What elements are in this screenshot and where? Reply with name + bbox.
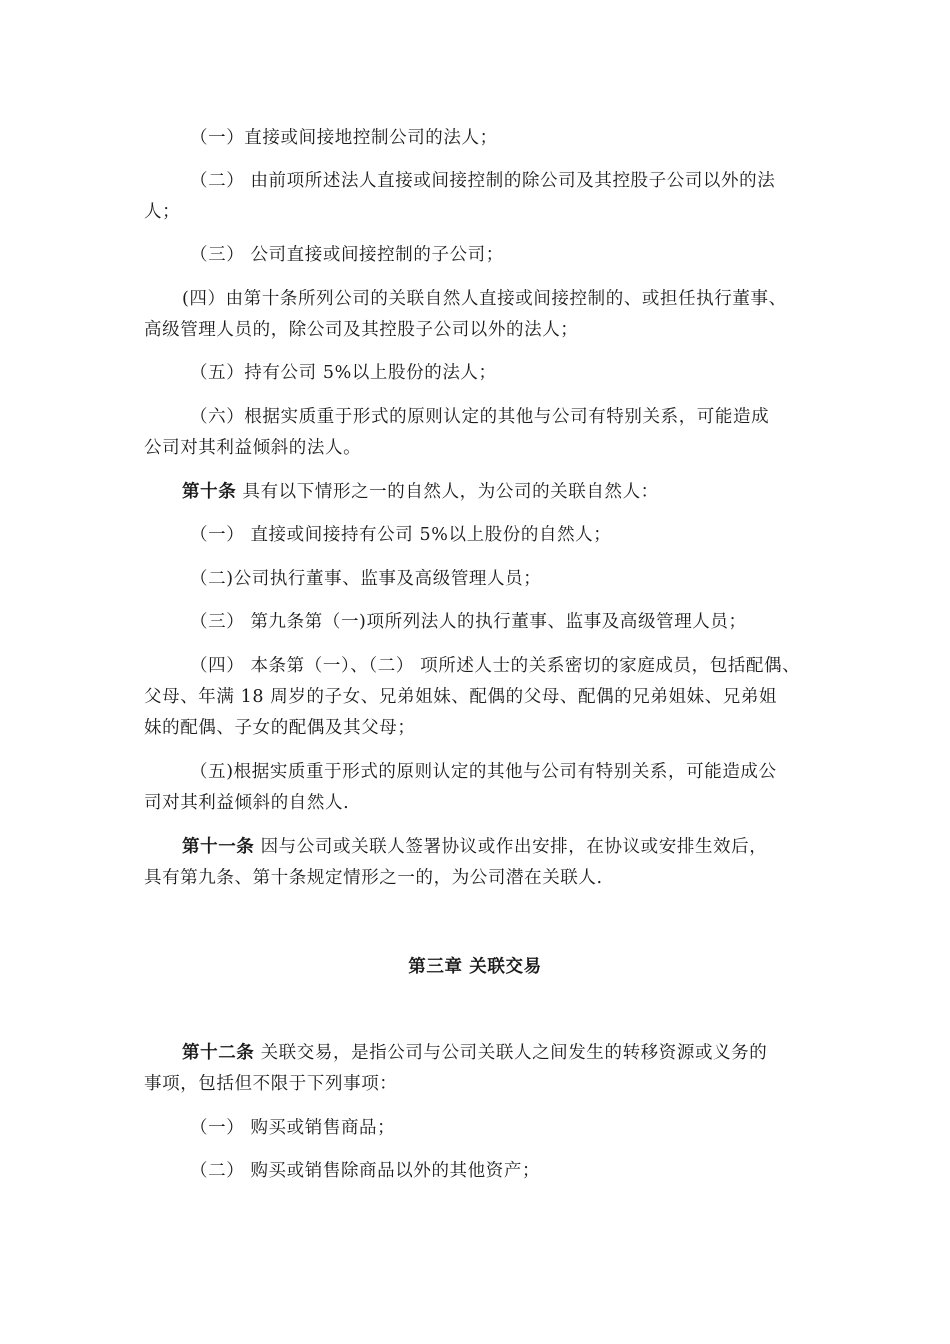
article-11-line-1 — [182, 836, 767, 858]
clause-9-item-6-line-1: （六）根据实质重于形式的原则认定的其他与公司有特别关系，可能造成 — [190, 407, 770, 427]
article-12-text: 关联交易，是指公司与公司关联人之间发生的转移资源或义务的 — [254, 1043, 768, 1063]
clause-9-item-1: （一）直接或间接地控制公司的法人； — [190, 128, 498, 148]
clause-10-item-4-line-2: 父母、年满 18 周岁的子女、兄弟姐妹、配偶的父母、配偶的兄弟姐妹、兄弟姐 — [144, 687, 778, 707]
clause-10-item-5-line-1: （五)根据实质重于形式的原则认定的其他与公司有特别关系，可能造成公 — [190, 762, 777, 782]
article-10-text: 具有以下情形之一的自然人，为公司的关联自然人： — [236, 482, 659, 502]
clause-10-item-4-line-3: 妹的配偶、子女的配偶及其父母； — [144, 718, 416, 738]
clause-9-item-5: （五）持有公司 5%以上股份的法人； — [190, 363, 497, 383]
clause-9-item-3: （三） 公司直接或间接控制的子公司； — [190, 245, 504, 265]
clause-9-item-2-line-2: 人； — [144, 202, 181, 222]
clause-10-item-4-line-1: （四） 本条第（一）、（二） 项所述人士的关系密切的家庭成员，包括配偶、 — [190, 656, 801, 676]
clause-9-item-4-line-1: (四）由第十条所列公司的关联自然人直接或间接控制的、或担任执行董事、 — [182, 289, 787, 309]
chapter-3-heading: 第三章 关联交易 — [408, 957, 542, 977]
article-12-line-2: 事项，包括但不限于下列事项： — [144, 1074, 398, 1094]
article-11-label: 第十一条 — [182, 837, 255, 857]
clause-10-item-1: （一） 直接或间接持有公司 5%以上股份的自然人； — [190, 525, 612, 545]
clause-9-item-6-line-2: 公司对其利益倾斜的法人。 — [144, 438, 362, 458]
clause-12-item-2: （二） 购买或销售除商品以外的其他资产； — [190, 1161, 541, 1181]
clause-10-item-5-line-2: 司对其利益倾斜的自然人. — [144, 793, 350, 813]
article-10-label: 第十条 — [182, 482, 237, 502]
article-11-line-2: 具有第九条、第十条规定情形之一的，为公司潜在关联人. — [144, 868, 603, 888]
article-12-label: 第十二条 — [182, 1043, 255, 1063]
clause-12-item-1: （一） 购买或销售商品； — [190, 1118, 396, 1138]
clause-10-item-3: （三） 第九条第（一)项所列法人的执行董事、监事及高级管理人员； — [190, 612, 747, 632]
article-12-line-1 — [182, 1042, 767, 1064]
clause-9-item-2-line-1: （二） 由前项所述法人直接或间接控制的除公司及其控股子公司以外的法 — [190, 171, 776, 191]
clause-9-item-4-line-2: 高级管理人员的，除公司及其控股子公司以外的法人； — [144, 320, 579, 340]
article-10 — [182, 481, 659, 503]
clause-10-item-2: （二)公司执行董事、监事及高级管理人员； — [190, 569, 542, 589]
article-11-text: 因与公司或关联人签署协议或作出安排，在协议或安排生效后， — [254, 837, 768, 857]
